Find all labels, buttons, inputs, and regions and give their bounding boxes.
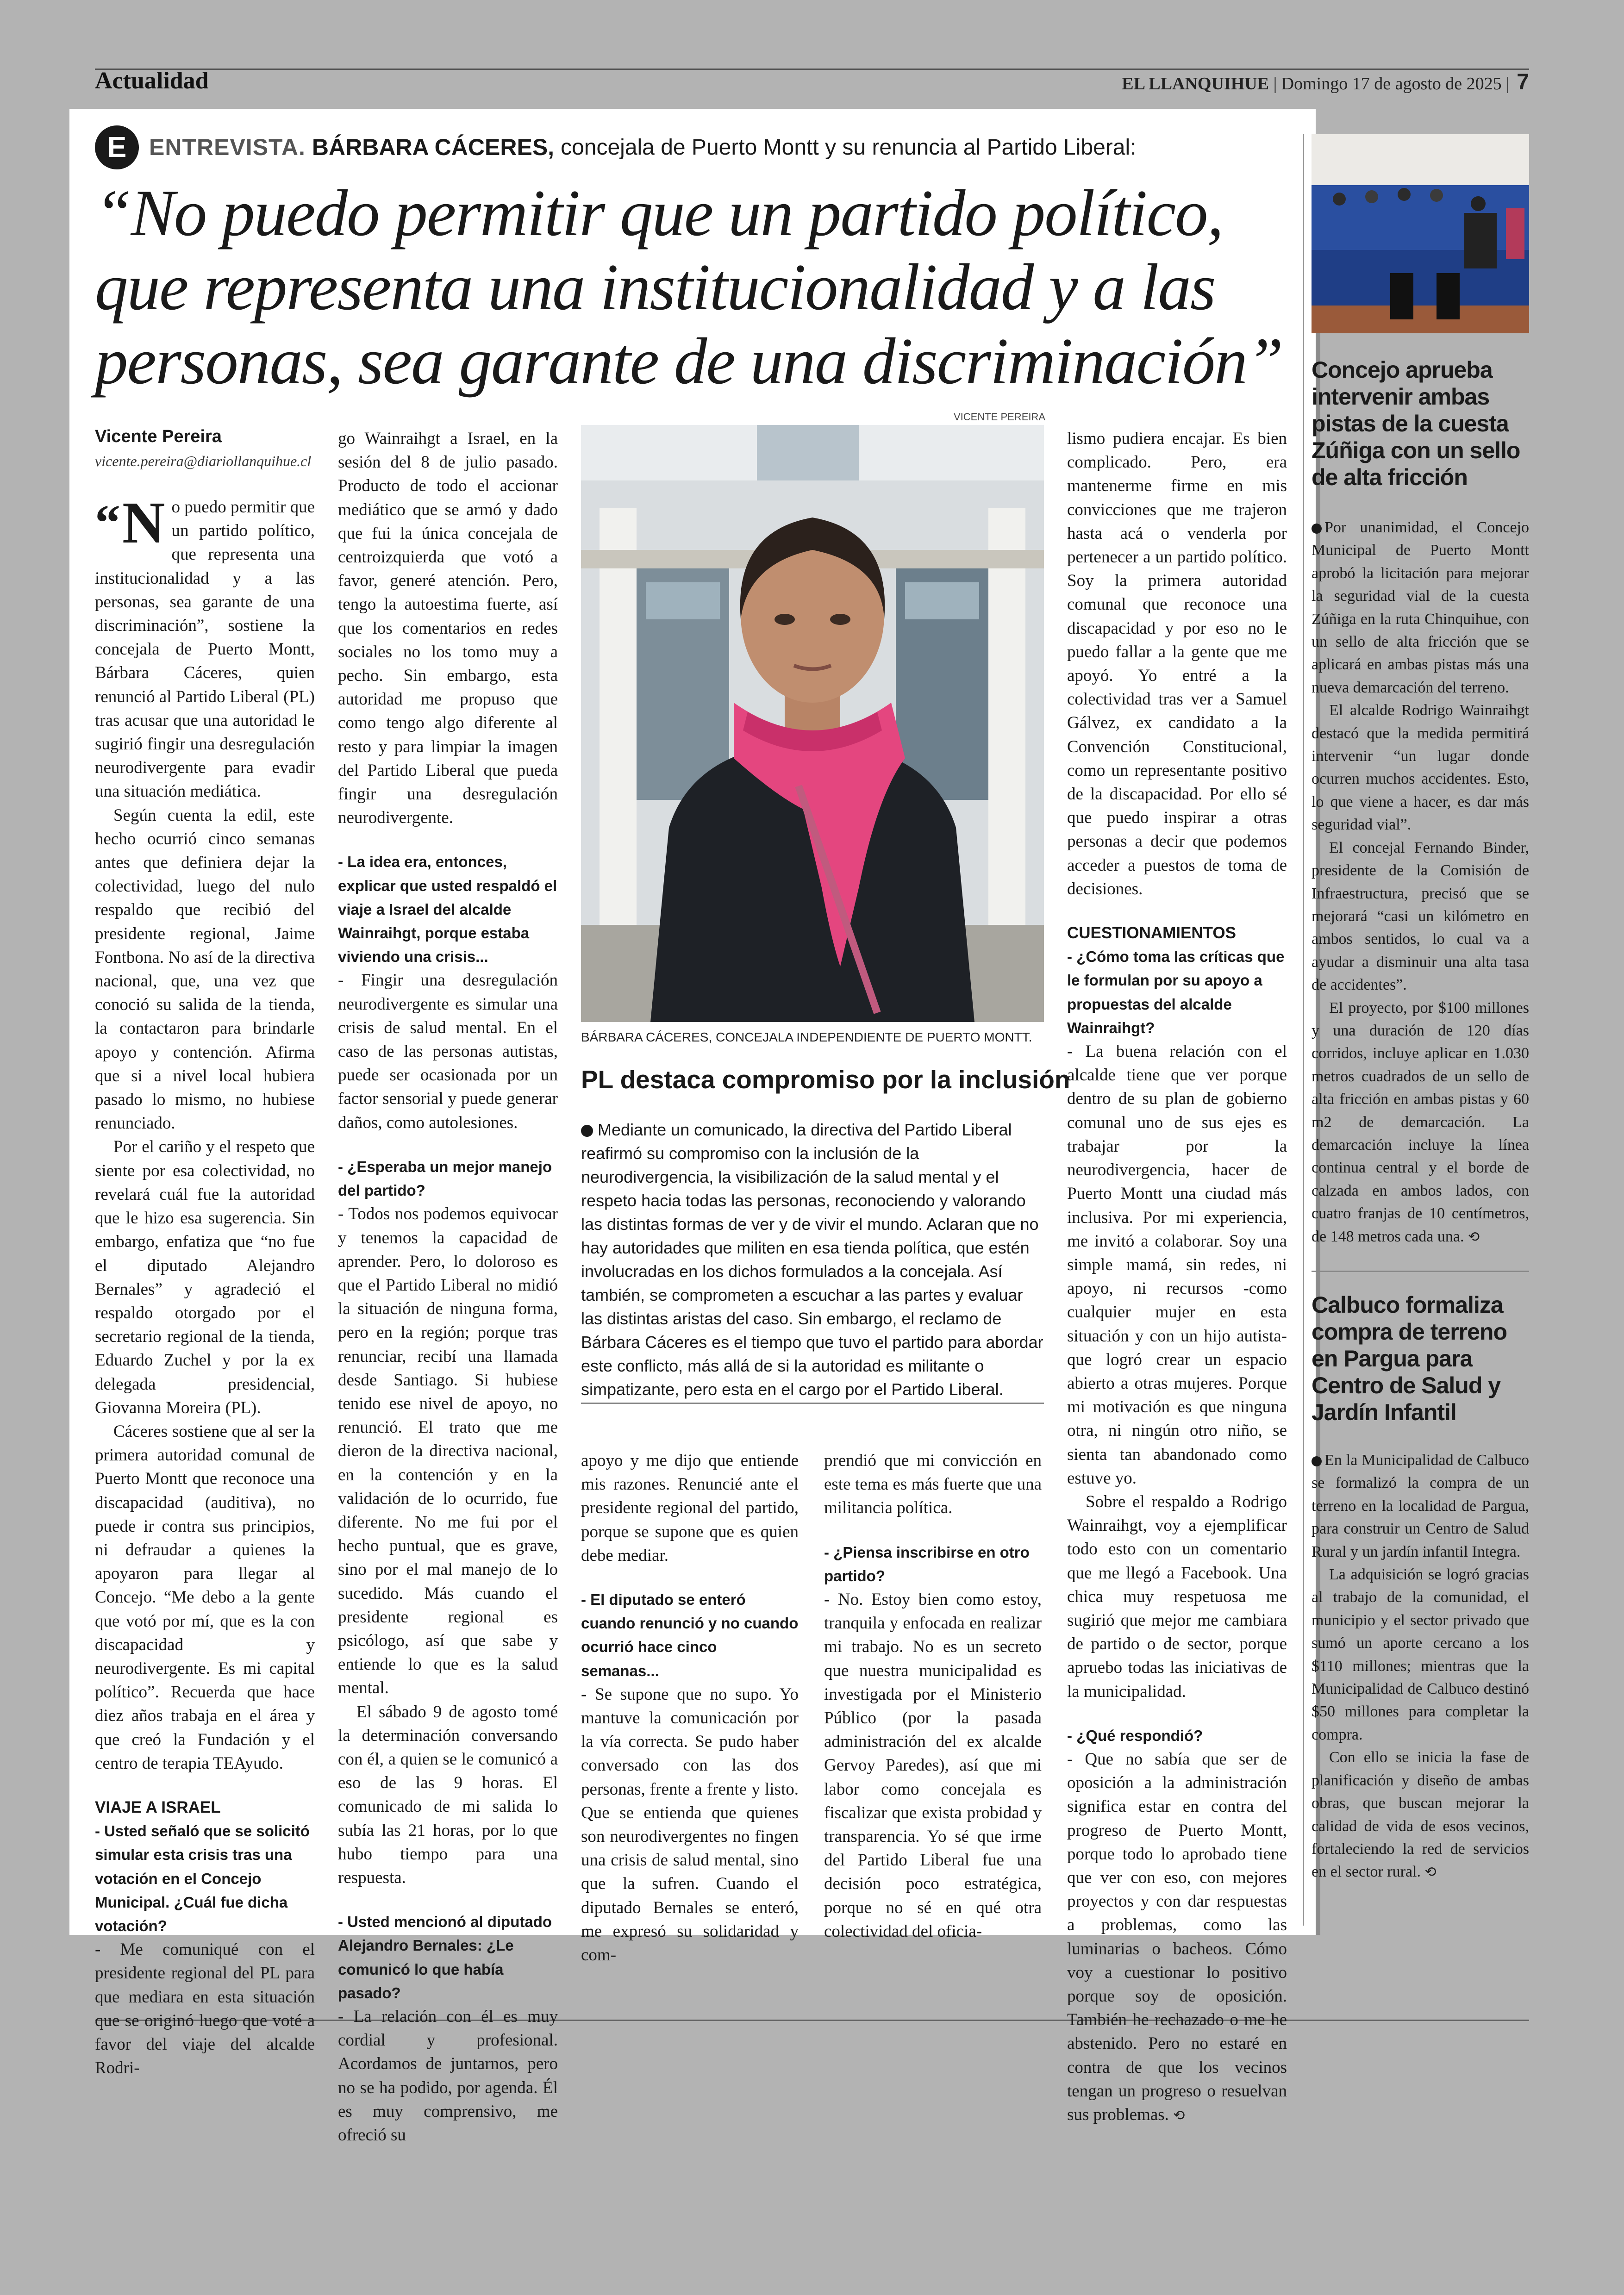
box-text: Mediante un comunicado, la directiva del Partido Liberal reafirmó su compromiso con la inclusión de la neurodivergencia, la visibilización de la salud mental y el respeto hacia todas las personas, reconociendo y valorando las distintas formas de ver y de vivir el mundo. Aclaran que no hay autoridades que militen en esa tienda política, que estén involucradas en los dichos formulados a la concejala. Así también, se comprometen a escuchar a las partes y evaluar las distintas aristas del caso. Sin embargo, el reclamo de Bárbara Cáceres es el tiempo que tuvo el partido para abordar este conflicto, más allá de si la autoridad es militante o simpatizante, pero esta en el cargo por el Partido Liberal. [581, 1120, 1043, 1399]
news-title-cuesta-zuniga: Concejo aprueba intervenir ambas pistas de la cuesta Zúñiga con un sello de alta fricción [1312, 357, 1520, 490]
news-title-calbuco: Calbuco formaliza compra de terreno en Pargua para Centro de Salud y Jardín Infantil [1312, 1292, 1507, 1425]
news-body-calbuco: En la Municipalidad de Calbuco se formalizó la compra de un terreno en la localidad de Pargua, para construir un Centro de Salud Rural y un jardín infantil Integra. La adquisición se logró gracias al trabajo de la comunidad, el municipio y el sector privado que sumó un aporte cercano a los $110 millones; mientras que la Municipalidad de Calbuco destinó $50 millones para completar la compra. Con ello se inicia la fase de planificación y diseño de ambas obras, que buscan mejorar la calidad de vida de esos vecinos, fortaleciendo la red de servicios en el sector rural. ⟲ [1312, 1449, 1529, 1884]
paragraph: Según cuenta la edil, este hecho ocurrió cinco semanas antes que definiera dejar la colectividad, luego del nulo respaldo que recibió del presidente regional, Jaime Fontbona. No así de la directiva nacional, que, una vez que conoció su salida de la tienda, la contactaron para brindarle apoyo y contención. Afirma que si a nivel local hubiera pasado lo mismo, no hubiese renunciado. [95, 805, 315, 1133]
end-mark-icon: ⟲ [1468, 1229, 1480, 1245]
bullet-icon [1312, 1456, 1322, 1466]
interview-question: - Usted señaló que se solicitó simular esta crisis tras una votación en el Concejo Municipal. ¿Cuál fue dicha votación? [95, 1822, 310, 1934]
headline: “No puedo permitir que un partido político, que representa una institucionalidad y a las personas, sea garante de una discriminación” [95, 176, 1283, 398]
interview-answer: - Que no sabía que ser de oposición a la administración significa estar en contra del progreso de Puerto Montt, porque todo lo aprobado tiene que ver con eso, con mejores proyectos y con dar respuestas a problemas, como las luminarias o bacheos. Cómo voy a cuestionar lo positivo porque soy de oposición. También he rechazado o me he abstenido. Pero no estaré en contra de que los vecinos tengan un progreso o resuelvan sus problemas. ⟲ [1067, 1749, 1287, 2125]
photo-caption: BÁRBARA CÁCERES, CONCEJALA INDEPENDIENTE DE PUERTO MONTT. [581, 1030, 1032, 1044]
end-mark-icon: ⟲ [1424, 1864, 1437, 1881]
paragraph: El sábado 9 de agosto tomé la determinación conversando con él, a quien se le comunicó a eso de las 9 horas. El comunicado de mi salida lo subía las 21 horas, por lo que hubo tiempo para una respuesta. [338, 1702, 558, 1887]
portrait-illustration [581, 425, 1044, 1022]
article-column-3 [581, 1449, 799, 1967]
paragraph: Con ello se inicia la fase de planificación y diseño de ambas obras, que buscan mejorar la calidad de vida de esos vecinos, fortaleciendo la red de servicios en el sector rural. ⟲ [1312, 1749, 1529, 1881]
photo-credit: VICENTE PEREIRA [954, 411, 1046, 423]
article-column-1 [95, 490, 315, 2080]
paragraph: El alcalde Rodrigo Wainraihgt destacó que la medida permitirá intervenir “un lugar donde ocurren muchos accidentes. Esto, lo que viene a hacer, es dar más seguridad vial”. [1312, 702, 1529, 834]
paragraph: lismo pudiera encajar. Es bien complicado. Pero, era mantenerme firme en mis convicciones que me trajeron hasta acá o venderla por pertenecer a un partido político. Soy la primera autoridad comunal que reconoce una discapacidad y por eso no le puedo fallar a la gente que me apoyó. Yo entré a la colectividad tras ver a Samuel Gálvez, ex candidato a la Convención Constitucional, como un representante positivo de la discapacidad. Por ello sé que puedo inspirar a otras personas a decir que podemos acceder a puestos de toma de decisiones. [1067, 429, 1287, 898]
box-title: PL destaca compromiso por la inclusión [581, 1065, 1070, 1094]
publication-info: EL LLANQUIHUE | Domingo 17 de agosto de 2025 | 7 [1122, 70, 1529, 94]
kicker-description: concejala de Puerto Montt y su renuncia al Partido Liberal: [561, 135, 1137, 160]
interview-question: - El diputado se enteró cuando renunció y no cuando ocurrió hace cinco semanas... [581, 1591, 799, 1679]
kicker [95, 124, 1299, 170]
news-body-cuesta-zuniga: Por unanimidad, el Concejo Municipal de Puerto Montt aprobó la licitación para mejorar la seguridad vial de la cuesta Zúñiga en la ruta Chinquihue, con un sello de alta fricción que se aplicará en ambas pistas más una nueva demarcación del terreno. El alcalde Rodrigo Wainraihgt destacó que la medida permitirá intervenir “un lugar donde ocurren muchos accidentes. Esto, lo que viene a hacer, es dar más seguridad vial”. El concejal Fernando Binder, presidente de la Comisión de Infraestructura, precisó que se mejorará “casi un kilómetro en ambos sentidos, lo cual va a ayudar a disminuir una alta tasa de accidentes”. El proyecto, por $100 millones y una duración de 120 días corridos, incluye aplicar en 1.030 metros cuadrados de un sello de alta fricción en ambas pistas y 60 m2 de demarcación. La demarcación incluye la línea continua central y el borde de calzada en ambos lados, con cuatro franjas de 10 centímetros, de 148 metros cada una. ⟲ [1312, 516, 1529, 1248]
paragraph: go Wainraihgt a Israel, en la sesión del 8 de julio pasado. Producto de todo el accionar mediático que se armó y dado que fui la única concejala de centroizquierda que votó a favor, generé atención. Pero, tengo la autoestima fuerte, así que los comentarios en redes sociales no los tomo muy a pecho. Sin embargo, esta autoridad me propuso que como tengo algo diferente al resto y para limpiar la imagen del Partido Liberal que pueda fingir una desregulación neurodivergente. [338, 429, 558, 828]
paragraph: El concejal Fernando Binder, presidente de la Comisión de Infraestructura, precisó que se mejorará “casi un kilómetro en ambos sentidos, lo cual va a ayudar a disminuir una alta tasa de accidentes”. [1312, 839, 1529, 994]
paragraph: Sobre el respaldo a Rodrigo Wainraihgt, voy a ejemplificar todo esto con un comentario que me llegó a Facebook. Una chica muy respetuosa me sugirió que mejor me cambiara de partido o de sector, porque apruebo todas las iniciativas de la municipalidad. [1067, 1492, 1287, 1701]
publication-name: EL LLANQUIHUE [1122, 74, 1269, 94]
council-photo [1312, 134, 1529, 333]
interview-answer: - La buena relación con el alcalde tiene que ver porque dentro de su plan de gobierno comunal uno de sus ejes es trabajar por la neurodivergencia, hacer de Puerto Montt una ciudad más inclusiva. Por mi experiencia, me invitó a colaborar. Soy una simple mamá, sin redes, ni apoyo, ni recursos -como cualquier mujer en esta situación y con un hijo autista- que logró crear un espacio abierto a otras mujeres. Porque mi motivación es que ninguna otra, ni ningún otro niño, se sienta tan abandonado como estuve yo. [1067, 1042, 1287, 1488]
interview-answer: - La relación con él es muy cordial y profesional. Acordamos de juntarnos, pero no se ha podido, por agenda. Él es muy comprensivo, me ofreció su [338, 2007, 558, 2145]
council-meeting-illustration [1312, 134, 1529, 333]
paragraph: Por el cariño y el respeto que siente por esa colectividad, no revelará cuál fue la autoridad que le hizo esa sugerencia. Sin embargo, enfatiza que “no fue el diputado Alejandro Bernales” y agradeció el respaldo otorgado por el secretario regional de la tienda, Eduardo Zuchel y por la ex delegada presidencial, Giovanna Moreira (PL). [95, 1137, 315, 1417]
bullet-icon [1312, 524, 1322, 534]
publication-date: Domingo 17 de agosto de 2025 [1281, 74, 1502, 94]
interview-question: - Usted mencionó al diputado Alejandro Bernales: ¿Le comunicó lo que había pasado? [338, 1913, 552, 2002]
subheading: CUESTIONAMIENTOS [1067, 924, 1236, 942]
column-separator [1303, 134, 1304, 1926]
paragraph: apoyo y me dijo que entiende mis razones. Renuncié ante el presidente regional del partido, porque se supone que es quien debe mediar. [581, 1451, 799, 1565]
interview-badge: E [95, 125, 139, 169]
box-rule [581, 1403, 1044, 1404]
end-mark-icon: ⟲ [1173, 2108, 1185, 2124]
interview-question: - ¿Cómo toma las críticas que le formulan por su apoyo a propuestas del alcalde Wainraihgt? [1067, 948, 1285, 1036]
dropcap: “N [95, 490, 165, 555]
article-column-4 [824, 1449, 1042, 1943]
news-separator [1312, 1271, 1529, 1272]
kicker-name: BÁRBARA CÁCERES, [312, 134, 555, 160]
interview-question: - ¿Qué respondió? [1067, 1727, 1203, 1744]
lead-paragraph: “N o puedo permitir que un partido político, que representa una institucionalidad y a las personas, sea garante de una discriminación”, sostiene la concejala de Puerto Montt, Bárbara Cáceres, quien renunció al Partido Liberal (PL) tras acusar que una autoridad le sugirió fingir una desregulación neurodivergente para evadir una situación mediática. [95, 490, 315, 801]
article-column-2 [338, 427, 558, 2147]
paragraph: prendió que mi convicción en este tema es más fuerte que una militancia política. [824, 1451, 1042, 1518]
interview-question: - ¿Piensa inscribirse en otro partido? [824, 1543, 1030, 1584]
paragraph: Cáceres sostiene que al ser la primera autoridad comunal de Puerto Montt que reconoce una discapacidad (auditiva), no puede ir contra sus principios, ni defraudar a quienes la apoyaron para llegar al Concejo. “Me debo a la gente que votó por mí, que es la con discapacidad y neurodivergente. Es mi capital político”. Recuerda que hace diez años trabaja en el área y que creó la Fundación y el centro de terapia TEAyudo. [95, 1422, 315, 1773]
bullet-icon [581, 1125, 593, 1137]
interview-answer: - Me comuniqué con el presidente regional del PL para que mediara en esta situación que se originó luego que voté a favor del viaje del alcalde Rodri- [95, 1940, 315, 2078]
interview-answer: - No. Estoy bien como estoy, tranquila y enfocada en realizar mi trabajo. No es un secreto que nuestra municipalidad es investigada por el Ministerio Público (por la pasada administración del ex alcalde Gervoy Paredes), así que mi labor como concejala es fiscalizar que exista probidad y transparencia. Yo sé que irme del Partido Liberal fue una decisión poco estratégica, porque no sé en qué otra colectividad del oficia- [824, 1590, 1042, 1941]
section-title: Actualidad [95, 68, 209, 94]
interview-question: - ¿Esperaba un mejor manejo del partido? [338, 1158, 552, 1199]
interview-answer: - Todos nos podemos equivocar y tenemos la capacidad de aprender. Pero, lo doloroso es que el Partido Liberal no midió la situación de ninguna forma, pero en la región; porque tras renunciar, recibí una llamada desde Santiago. Si hubiese tenido ese nivel de apoyo, no renunció. El trato que me dieron de la directiva nacional, en la contención y en la validación de lo ocurrido, fue diferente. No me fui por el hecho puntual, que es grave, sino por el mal manejo de lo sucedido. Más cuando el presidente regional es psicólogo, así que sabe y entiende lo que es la salud mental. [338, 1204, 558, 1698]
kicker-label: ENTREVISTA. [149, 134, 306, 160]
subheading: VIAJE A ISRAEL [95, 1798, 221, 1816]
paragraph: El proyecto, por $100 millones y una duración de 120 días corridos, incluye aplicar en 1.030 metros cuadrados de un sello de alta fricción en ambas pistas y 60 m2 de demarcación. La demarcación incluye la línea continua central y el borde de calzada en ambos lados, con cuatro franjas de 10 centímetros, de 148 metros cada una. ⟲ [1312, 999, 1529, 1245]
page-number: 7 [1517, 70, 1529, 94]
article-column-5 [1067, 427, 1287, 2127]
interview-answer: - Se supone que no supo. Yo mantuve la comunicación por la vía correcta. Se pudo haber conversado con las dos personas, frente a frente y listo. Que se entienda que quienes son neurodivergentes no fingen una crisis de salud mental, sino que la sufren. Cuando el diputado Bernales se enteró, me expresó su solidaridad y com- [581, 1684, 799, 1965]
portrait-photo [581, 425, 1044, 1022]
paragraph: La adquisición se logró gracias al trabajo de la comunidad, el municipio y el sector privado que sumó un aporte cercano a los $110 millones; mientras que la Municipalidad de Calbuco destinó $50 millones para completar la compra. [1312, 1566, 1529, 1743]
interview-question: - La idea era, entonces, explicar que usted respaldó el viaje a Israel del alcalde Wainraihgt, porque estaba viviendo una crisis... [338, 853, 557, 966]
byline-author: Vicente Pereira [95, 427, 222, 446]
interview-answer: - Fingir una desregulación neurodivergente es simular una crisis de salud mental. En el caso de las personas autistas, puede ser ocasionada por un factor sensorial y puede generar daños, como autolesiones. [338, 971, 558, 1132]
byline-email[interactable]: vicente.pereira@diariollanquihue.cl [95, 453, 312, 469]
